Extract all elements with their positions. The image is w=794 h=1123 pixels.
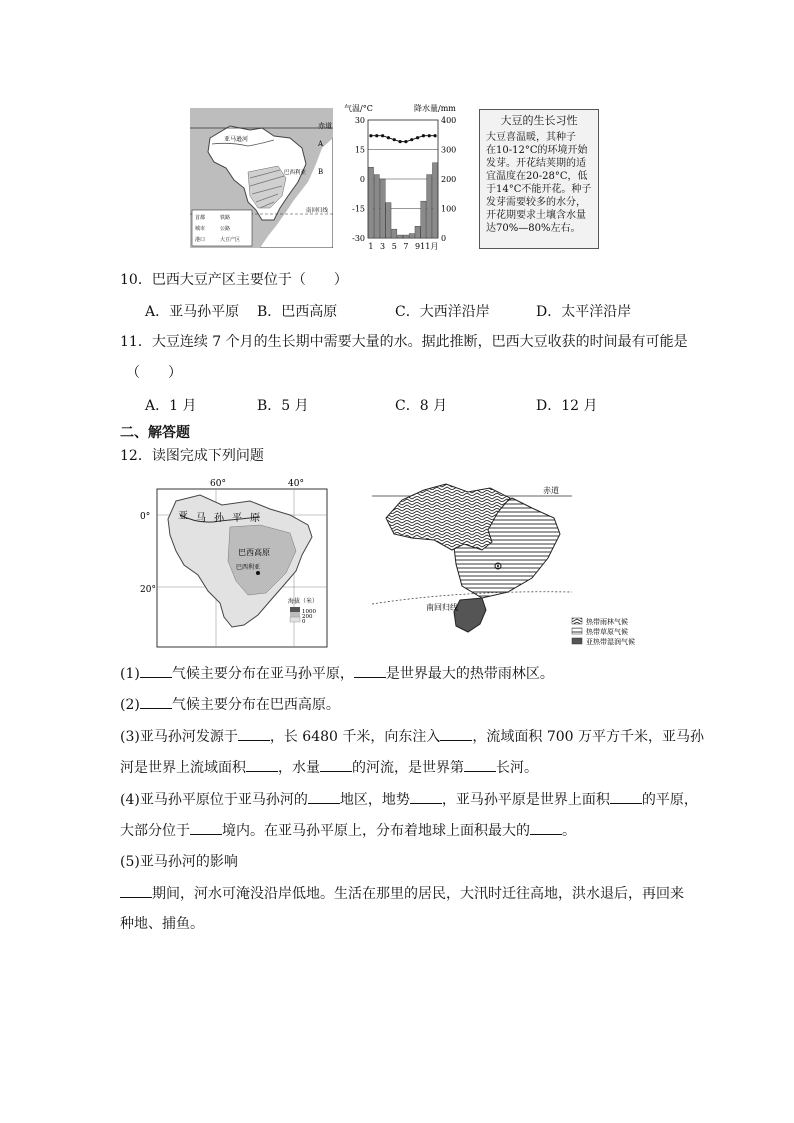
month-tick-label: 9 — [415, 242, 421, 251]
answer-blank[interactable] — [410, 789, 442, 804]
climate-chart — [342, 100, 466, 256]
plain-label-char: 原 — [250, 513, 260, 524]
part-text: ，长 6480 千米，向东注入 — [269, 729, 441, 745]
lat-label-20: 20° — [140, 585, 156, 595]
part-text: ，水量 — [278, 760, 320, 776]
part-text: 大部分位于 — [120, 823, 190, 839]
rainforest-swatch — [572, 618, 582, 624]
legend-port: 港口 — [195, 237, 206, 243]
precip-bar — [432, 163, 437, 238]
precip-bar — [368, 167, 373, 238]
temp-tick-label: 15 — [354, 145, 365, 155]
habit-line: 大豆喜温暖，其种子 — [486, 132, 576, 143]
precip-bar — [392, 229, 397, 238]
precip-bar — [380, 179, 385, 238]
precip-tick-label: 400 — [441, 116, 457, 125]
temp-tick-label: -30 — [352, 234, 365, 243]
legend-savanna: 热带草原气候 — [586, 628, 628, 636]
legend-railway: 铁路 — [220, 215, 231, 221]
month-tick-label: 5 — [391, 242, 397, 251]
q12-part-5: (5)亚马孙河的影响 — [120, 854, 238, 870]
answer-blank[interactable] — [530, 820, 562, 835]
capital-icon — [256, 571, 260, 575]
temp-axis-label: 气温/°C — [344, 104, 373, 113]
part-text: 的平原， — [641, 792, 698, 808]
legend-soybean: 大豆产区 — [220, 237, 241, 243]
plain-label-char: 亚 — [178, 511, 188, 522]
brazil-soybean-map — [190, 108, 333, 248]
part-text: 境内。在亚马孙平原上，分布着地球上面积最大的 — [222, 823, 530, 839]
precip-tick-label: 200 — [441, 175, 457, 184]
legend-200: 200 — [302, 614, 313, 620]
q10-option-d[interactable]: D．太平洋沿岸 — [536, 304, 632, 320]
precip-bar — [427, 175, 432, 238]
point-b-label: B — [318, 168, 324, 176]
part-text: 是世界最大的热带雨林区。 — [385, 666, 554, 682]
part-text: (3)亚马孙河发源于 — [120, 729, 238, 745]
temp-tick-label: 30 — [354, 116, 365, 125]
month-tick-label: 11月 — [420, 242, 439, 251]
part-text: (4)亚马孙平原位于亚马孙河的 — [120, 792, 308, 808]
q12-part-1 — [120, 663, 554, 684]
temp-point — [422, 134, 425, 137]
part-number: (1) — [120, 666, 140, 682]
answer-blank[interactable] — [140, 694, 172, 709]
soybean-habit-box — [479, 109, 599, 249]
point-a-label: A — [318, 140, 324, 148]
q12-part-5-end: 种地、捕鱼。 — [120, 916, 204, 932]
q12-part-4 — [120, 789, 698, 810]
amazon-river-label: 亚马逊河 — [224, 136, 249, 143]
legend-0: 0 — [302, 619, 306, 625]
temp-point — [398, 140, 401, 143]
precip-bar — [374, 175, 379, 238]
question-11-stem-cont: （ ） — [126, 365, 182, 381]
equator-label: 赤道 — [543, 486, 559, 495]
habit-line: 发芽需要较多的水分， — [486, 197, 586, 208]
legend-rainforest: 热带雨林气候 — [586, 618, 628, 626]
part-text: 长河。 — [496, 760, 538, 776]
q11-option-c[interactable]: C．8 月 — [395, 398, 448, 414]
precip-bar — [397, 235, 402, 238]
plain-label-char: 孙 — [214, 513, 224, 524]
habit-title: 大豆的生长习性 — [500, 114, 578, 127]
part-text: ，流域面积 700 万平方千米，亚马孙 — [472, 729, 704, 745]
answer-blank[interactable] — [320, 757, 352, 772]
temp-point — [393, 138, 396, 141]
month-tick-label: 3 — [380, 242, 386, 251]
answer-blank[interactable] — [308, 789, 340, 804]
q10-option-b[interactable]: B．巴西高原 — [257, 304, 338, 320]
part-text: 气候主要分布在亚马孙平原， — [171, 666, 354, 682]
month-tick-label: 1 — [368, 242, 374, 251]
tropic-label: 南回归线 — [426, 603, 458, 612]
question-11-stem: 11．大豆连续 7 个月的生长期中需要大量的水。据此推断，巴西大豆收获的时间最有可能是 — [120, 334, 688, 350]
q10-option-a[interactable]: A．亚马孙平原 — [145, 304, 240, 320]
q12-part-3 — [120, 726, 704, 747]
lon-label-60: 60° — [210, 479, 226, 489]
q11-option-a[interactable]: A．1 月 — [145, 398, 197, 414]
part-text: 气候主要分布在巴西高原。 — [171, 697, 340, 713]
question-10-stem: 10．巴西大豆产区主要位于（ ） — [120, 272, 348, 288]
answer-blank[interactable] — [610, 789, 642, 804]
temp-point — [410, 138, 413, 141]
answer-blank[interactable] — [238, 726, 270, 741]
section-heading: 二、解答题 — [120, 425, 190, 441]
temp-point — [433, 134, 436, 137]
answer-blank[interactable] — [440, 726, 472, 741]
habit-line: 宜温度在20-28°C，低 — [486, 171, 588, 182]
answer-blank[interactable] — [120, 883, 152, 898]
temp-line — [371, 136, 435, 142]
temp-point — [404, 140, 407, 143]
answer-blank[interactable] — [246, 757, 278, 772]
subtropical-swatch — [572, 638, 582, 644]
habit-line: 达70%—80%左右。 — [486, 223, 581, 234]
brasilia-label: 巴西利亚 — [236, 564, 261, 571]
part-text: 地区，地势 — [339, 792, 410, 808]
brazil-climate-map — [372, 478, 662, 650]
brazil-elevation-map — [140, 475, 330, 650]
legend-1000: 1000 — [302, 609, 316, 615]
temp-tick-label: -15 — [352, 204, 365, 214]
equator-label: 赤道 — [318, 122, 332, 130]
q11-option-d[interactable]: D．12 月 — [536, 398, 598, 414]
plain-label-char: 平 — [232, 513, 242, 524]
temp-point — [381, 134, 384, 137]
savanna-swatch — [572, 628, 582, 634]
legend-subtropical: 亚热带湿润气候 — [586, 638, 635, 646]
legend-capital: 首都 — [195, 215, 206, 221]
question-12-stem: 12．读图完成下列问题 — [120, 448, 264, 464]
precip-bar — [421, 201, 426, 238]
habit-line: 发芽。开花结荚期的适 — [486, 158, 586, 169]
brasilia-label: 巴西利亚 — [284, 170, 307, 176]
month-tick-label: 7 — [403, 242, 409, 251]
precip-bar — [409, 234, 414, 238]
part-text: ，亚马孙平原是世界上面积 — [441, 792, 610, 808]
habit-line: 开花期要求土壤含水量 — [486, 210, 586, 221]
precip-bar — [403, 235, 408, 238]
temp-point — [369, 134, 372, 137]
tropic-label: 南回归线 — [306, 208, 329, 214]
temp-point — [387, 136, 390, 139]
answer-blank[interactable] — [354, 663, 386, 678]
q10-option-c[interactable]: C．大西洋沿岸 — [395, 304, 490, 320]
lon-label-40: 40° — [288, 479, 304, 489]
precip-bar — [386, 203, 391, 238]
precip-tick-label: 300 — [441, 145, 457, 155]
subtropical-zone — [454, 598, 486, 632]
brazilian-plateau-label: 巴西高原 — [238, 548, 270, 557]
q11-option-b[interactable]: B．5 月 — [257, 398, 309, 414]
temp-tick-label: 0 — [359, 175, 365, 184]
precip-tick-label: 100 — [441, 204, 457, 214]
precip-axis-label: 降水量/mm — [414, 104, 456, 113]
elevation-0-swatch — [290, 617, 300, 622]
elevation-1000-swatch — [290, 607, 300, 612]
precip-bar — [415, 226, 420, 238]
habit-line: 在10-12°C的环境开始 — [486, 145, 588, 156]
legend-city: 城市 — [195, 226, 206, 232]
part-number: (2) — [120, 697, 140, 713]
answer-blank[interactable] — [190, 820, 222, 835]
part-text: 河是世界上流域面积 — [120, 760, 246, 776]
lat-label-0: 0° — [140, 512, 151, 522]
q12-part-2 — [120, 694, 340, 715]
answer-blank[interactable] — [464, 757, 496, 772]
elevation-200-swatch — [290, 612, 300, 617]
habit-line: 于14°C不能开花。种子 — [486, 184, 592, 195]
rainforest-zone — [386, 484, 510, 550]
legend-road: 公路 — [220, 226, 231, 232]
part-text: 期间，河水可淹没沿岸低地。生活在那里的居民，大汛时迁往高地，洪水退后，再回来 — [152, 886, 684, 902]
temp-point — [375, 134, 378, 137]
temp-point — [428, 134, 431, 137]
q12-part-5-body — [120, 883, 684, 904]
precip-tick-label: 0 — [441, 234, 447, 243]
q12-part-4-cont — [120, 820, 576, 841]
part-text: 。 — [562, 823, 576, 839]
answer-blank[interactable] — [140, 663, 172, 678]
elevation-legend-title: 海拔（米） — [288, 598, 319, 605]
plain-label-char: 马 — [196, 513, 206, 524]
q12-part-3-cont — [120, 757, 538, 778]
part-text: 的河流，是世界第 — [352, 760, 464, 776]
temp-point — [416, 136, 419, 139]
